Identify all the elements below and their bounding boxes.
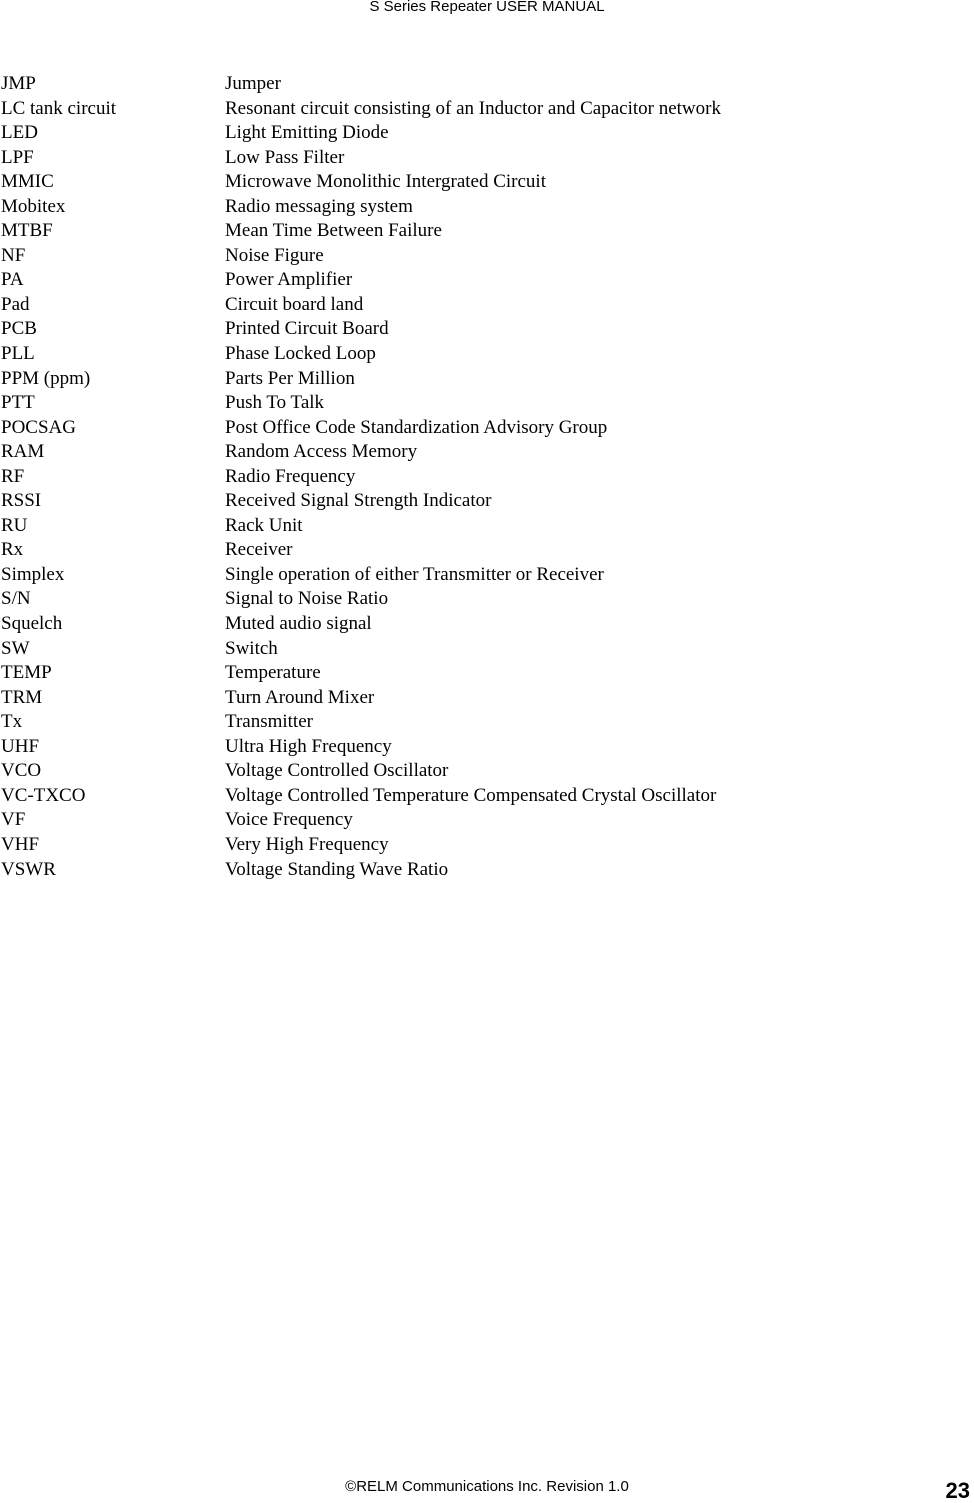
glossary-definition: Voice Frequency bbox=[225, 809, 353, 831]
glossary-term: VCO bbox=[1, 760, 42, 782]
glossary-row bbox=[0, 293, 974, 318]
glossary-row bbox=[0, 710, 974, 735]
glossary-definition: Single operation of either Transmitter or Receiver bbox=[225, 563, 604, 585]
glossary-row bbox=[0, 808, 974, 833]
glossary-definition: Post Office Code Standardization Advisory Group bbox=[225, 416, 608, 438]
glossary-term: Rx bbox=[1, 539, 24, 561]
glossary-term: PLL bbox=[1, 343, 35, 365]
glossary-row bbox=[0, 637, 974, 662]
glossary-definition: Printed Circuit Board bbox=[225, 318, 389, 340]
glossary-term: RU bbox=[1, 514, 28, 536]
glossary-definition: Voltage Controlled Temperature Compensated Crystal Oscillator bbox=[225, 784, 717, 806]
glossary-definition: Receiver bbox=[225, 539, 293, 561]
glossary-row bbox=[0, 97, 974, 122]
glossary-term: PTT bbox=[1, 392, 35, 414]
glossary-term: PPM (ppm) bbox=[1, 367, 91, 389]
glossary-definition: Switch bbox=[225, 637, 278, 659]
glossary-definition: Radio Frequency bbox=[225, 465, 356, 487]
glossary-row bbox=[0, 268, 974, 293]
glossary-definition: Noise Figure bbox=[225, 244, 324, 266]
glossary-definition: Rack Unit bbox=[225, 514, 303, 536]
glossary-term: RF bbox=[1, 465, 25, 487]
glossary-row bbox=[0, 735, 974, 760]
glossary-row bbox=[0, 833, 974, 858]
glossary-row bbox=[0, 146, 974, 171]
glossary-term: TRM bbox=[1, 686, 43, 708]
glossary-row bbox=[0, 858, 974, 883]
glossary-term: TEMP bbox=[1, 662, 52, 684]
glossary-term: RSSI bbox=[1, 490, 42, 512]
glossary-term: MTBF bbox=[1, 220, 53, 242]
glossary-row bbox=[0, 391, 974, 416]
glossary-term: Simplex bbox=[1, 563, 65, 585]
glossary-definition: Transmitter bbox=[225, 711, 313, 733]
glossary-definition: Temperature bbox=[225, 662, 321, 684]
glossary-definition: Turn Around Mixer bbox=[225, 686, 375, 708]
glossary-term: LED bbox=[1, 122, 38, 144]
glossary-definition: Voltage Standing Wave Ratio bbox=[225, 858, 449, 880]
glossary-term: VC-TXCO bbox=[1, 784, 86, 806]
glossary-row bbox=[0, 367, 974, 392]
page-number: 23 bbox=[945, 1478, 970, 1503]
glossary-definition: Power Amplifier bbox=[225, 269, 353, 291]
glossary-term: POCSAG bbox=[1, 416, 76, 438]
glossary-row bbox=[0, 686, 974, 711]
glossary-row bbox=[0, 489, 974, 514]
glossary-row bbox=[0, 170, 974, 195]
glossary-term: Tx bbox=[1, 711, 23, 733]
glossary-definition: Circuit board land bbox=[225, 293, 364, 315]
glossary-definition: Muted audio signal bbox=[225, 613, 372, 635]
glossary-row bbox=[0, 195, 974, 220]
glossary-row bbox=[0, 465, 974, 490]
glossary-row bbox=[0, 661, 974, 686]
glossary-definition: Signal to Noise Ratio bbox=[225, 588, 389, 610]
glossary-row bbox=[0, 612, 974, 637]
glossary-definition: Phase Locked Loop bbox=[225, 343, 376, 365]
glossary-term: VHF bbox=[1, 833, 40, 855]
glossary-definition: Mean Time Between Failure bbox=[225, 220, 442, 242]
glossary-term: Pad bbox=[1, 293, 30, 315]
glossary-term: SW bbox=[1, 637, 30, 659]
glossary-row bbox=[0, 538, 974, 563]
glossary-term: PCB bbox=[1, 318, 37, 340]
glossary-definition: Resonant circuit consisting of an Inductor and Capacitor network bbox=[225, 97, 721, 119]
glossary-term: MMIC bbox=[1, 171, 54, 193]
glossary-definition: Jumper bbox=[225, 73, 281, 94]
footer-copyright: ©RELM Communications Inc. Revision 1.0 bbox=[345, 1478, 629, 1495]
glossary-row bbox=[0, 317, 974, 342]
glossary-term: LC tank circuit bbox=[1, 97, 117, 119]
glossary-term: RAM bbox=[1, 441, 45, 463]
glossary-term: S/N bbox=[1, 588, 31, 610]
glossary-row bbox=[0, 219, 974, 244]
glossary-term: PA bbox=[1, 269, 24, 291]
glossary-definition: Microwave Monolithic Intergrated Circuit bbox=[225, 171, 546, 193]
glossary-definition: Ultra High Frequency bbox=[225, 735, 392, 757]
glossary-term: JMP bbox=[1, 73, 36, 94]
glossary-row bbox=[0, 72, 974, 97]
glossary-term: NF bbox=[1, 244, 26, 266]
glossary-definition: Push To Talk bbox=[225, 392, 325, 414]
glossary-list bbox=[0, 72, 974, 882]
glossary-term: Mobitex bbox=[1, 195, 66, 217]
glossary-row bbox=[0, 440, 974, 465]
glossary-definition: Low Pass Filter bbox=[225, 146, 345, 168]
glossary-row bbox=[0, 587, 974, 612]
glossary-definition: Parts Per Million bbox=[225, 367, 355, 389]
glossary-term: VF bbox=[1, 809, 26, 831]
glossary-definition: Radio messaging system bbox=[225, 195, 413, 217]
glossary-row bbox=[0, 244, 974, 269]
glossary-term: UHF bbox=[1, 735, 40, 757]
glossary-definition: Very High Frequency bbox=[225, 833, 389, 855]
glossary-row bbox=[0, 514, 974, 539]
glossary-row bbox=[0, 759, 974, 784]
glossary-row bbox=[0, 121, 974, 146]
glossary-definition: Voltage Controlled Oscillator bbox=[225, 760, 449, 782]
glossary-definition: Random Access Memory bbox=[225, 441, 418, 463]
page-header: S Series Repeater USER MANUAL bbox=[369, 0, 605, 15]
glossary-term: VSWR bbox=[1, 858, 56, 880]
glossary-term: Squelch bbox=[1, 613, 63, 635]
glossary-term: LPF bbox=[1, 146, 34, 168]
glossary-row bbox=[0, 784, 974, 809]
glossary-row bbox=[0, 416, 974, 441]
glossary-definition: Light Emitting Diode bbox=[225, 122, 389, 144]
glossary-row bbox=[0, 563, 974, 588]
glossary-definition: Received Signal Strength Indicator bbox=[225, 490, 492, 512]
glossary-row bbox=[0, 342, 974, 367]
